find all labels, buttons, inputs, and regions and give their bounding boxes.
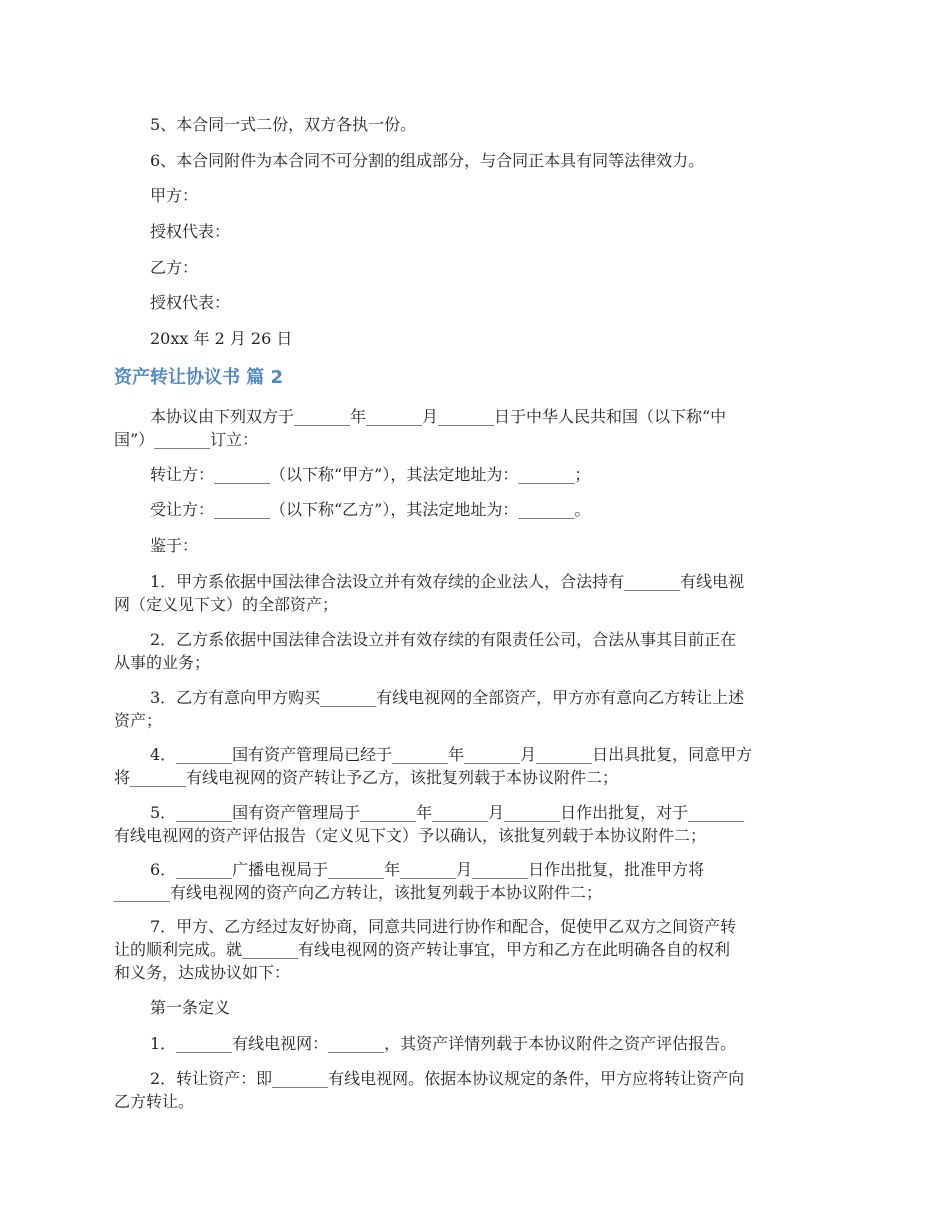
- recital-1-line-1: 1．甲方系依据中国法律合法设立并有效存续的企业法人，合法持有_______有线电视: [150, 572, 745, 591]
- definition-2-line-1: 2．转让资产：即_______有线电视网。依据本协议规定的条件，甲方应将转让资产向: [150, 1069, 745, 1088]
- section-heading: 资产转让协议书 篇 2: [114, 367, 284, 388]
- definition-2-line-2: 乙方转让。: [114, 1092, 195, 1111]
- intro-line-1: 本协议由下列双方于_______年_______月_______日于中华人民共和国（以下称“中: [150, 407, 727, 426]
- party-b-label: 乙方：: [150, 258, 199, 277]
- whereas-label: 鉴于：: [150, 536, 199, 555]
- clause-6: 6、本合同附件为本合同不可分割的组成部分，与合同正本具有同等法律效力。: [150, 151, 705, 170]
- clause-5: 5、本合同一式二份，双方各执一份。: [150, 115, 417, 134]
- recital-3-line-2: 资产；: [114, 711, 163, 730]
- recital-4-line-1: 4．_______国有资产管理局已经于_______年_______月_______日出具批复，同意甲方: [150, 745, 753, 764]
- transferor-line: 转让方：_______（以下称“甲方”），其法定地址为：_______；: [150, 465, 591, 484]
- authorized-rep-a-label: 授权代表：: [150, 222, 231, 241]
- authorized-rep-b-label: 授权代表：: [150, 293, 231, 312]
- signing-date: 20xx 年 2 月 26 日: [150, 329, 293, 348]
- definition-1: 1．_______有线电视网：_______，其资产详情列载于本协议附件之资产评估报告。: [150, 1034, 737, 1053]
- recital-2-line-1: 2．乙方系依据中国法律合法设立并有效存续的有限责任公司，合法从事其目前正在: [150, 630, 737, 649]
- recital-6-line-2: _______有线电视网的资产向乙方转让，该批复列载于本协议附件二；: [114, 883, 603, 902]
- article-1-title: 第一条定义: [150, 998, 231, 1017]
- party-a-label: 甲方：: [150, 186, 199, 205]
- recital-3-line-1: 3．乙方有意向甲方购买_______有线电视网的全部资产，甲方亦有意向乙方转让上述: [150, 688, 745, 707]
- recital-6-line-1: 6．_______广播电视局于_______年_______月_______日作出批复，批准甲方将: [150, 860, 705, 879]
- recital-1-line-2: 网（定义见下文）的全部资产；: [114, 595, 339, 614]
- transferee-line: 受让方：_______（以下称“乙方”），其法定地址为：_______。: [150, 500, 591, 519]
- recital-5-line-2: 有线电视网的资产评估报告（定义见下文）予以确认，该批复列载于本协议附件二；: [114, 826, 707, 845]
- recital-7-line-2: 让的顺利完成。就_______有线电视网的资产转让事宜，甲方和乙方在此明确各自的权利: [114, 940, 731, 959]
- recital-7-line-3: 和义务，达成协议如下：: [114, 963, 291, 982]
- recital-2-line-2: 从事的业务；: [114, 653, 211, 672]
- recital-5-line-1: 5．_______国有资产管理局于_______年_______月_______日作出批复，对于_______: [150, 803, 745, 822]
- intro-line-2: 国”）_______订立：: [114, 430, 259, 449]
- recital-4-line-2: 将_______有线电视网的资产转让予乙方，该批复列载于本协议附件二；: [114, 768, 619, 787]
- recital-7-line-1: 7．甲方、乙方经过友好协商，同意共同进行协作和配合，促使甲乙双方之间资产转: [150, 917, 737, 936]
